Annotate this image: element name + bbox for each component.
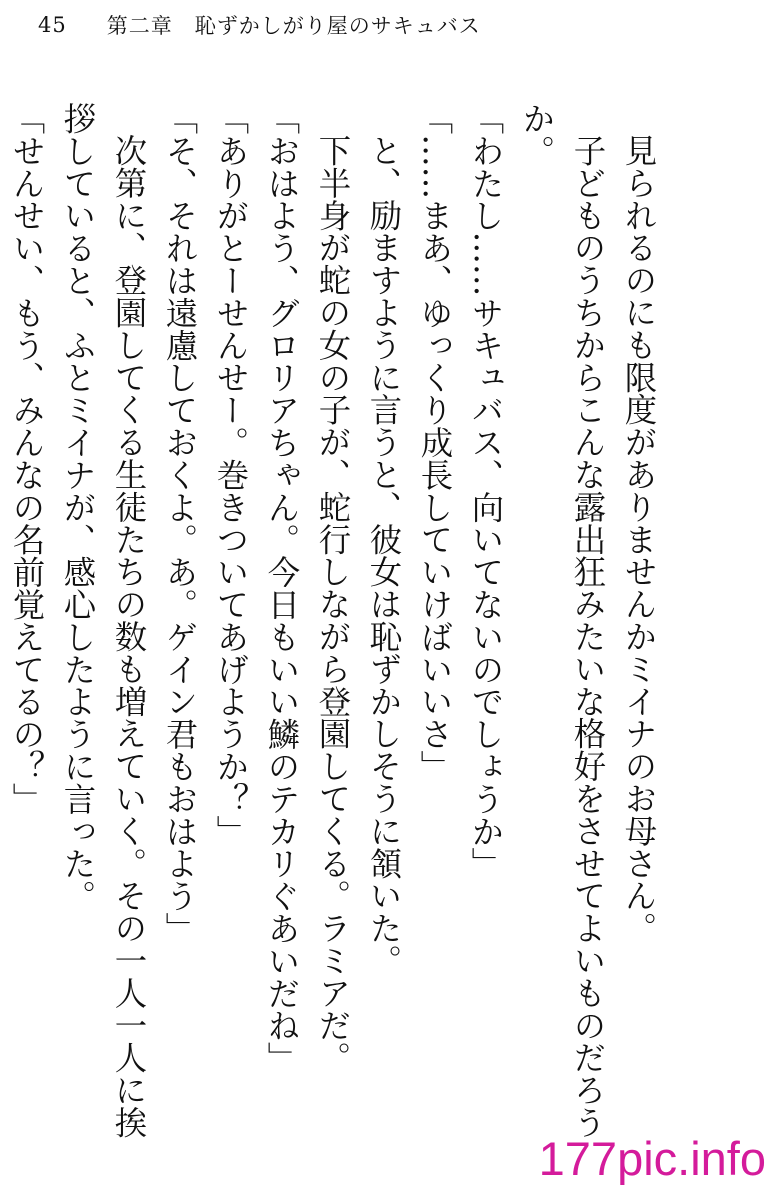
- dialogue-line: 「ありがとーせんせー。巻きついてあげようか？」: [212, 102, 250, 848]
- chapter-label: 第二章: [106, 14, 173, 38]
- paragraph: と、励ますように言うと、彼女は恥ずかしそうに頷いた。: [365, 134, 403, 977]
- paragraph: 下半身が蛇の女の子が、蛇行しながら登園してくる。ラミアだ。: [314, 134, 352, 1074]
- chapter-title: 恥ずかしがり屋のサキュバス: [194, 14, 481, 38]
- page-number: 45: [38, 13, 67, 37]
- dialogue-line: 「せんせい、もう、みんなの名前覚えてるの？」: [8, 102, 46, 815]
- running-header: [38, 8, 481, 42]
- paragraph: 次第に、登園してくる生徒たちの数も増えていく。その一人一人に挨拶していると、ふとミイナが、感心したように言った。: [59, 102, 148, 1139]
- dialogue-line: 「……まあ、ゆっくり成長していけばいいさ」: [416, 102, 454, 783]
- watermark: 177pic.info: [538, 1132, 766, 1185]
- paragraph: 子どものうちからこんな露出狂みたいな格好をさせてよいものだろうか。: [518, 102, 607, 1139]
- dialogue-line: 「そ、それは遠慮しておくよ。あ。ゲイン君もおはよう」: [161, 102, 199, 945]
- dialogue-line: [0, 102, 1, 1164]
- dialogue-line: 「わたし……サキュバス、向いてないのでしょうか」: [467, 102, 505, 880]
- vertical-body-text: [0, 102, 664, 1164]
- dialogue-line: 「おはよう、グロリアちゃん。今日もいい鱗のテカリぐあいだね」: [263, 102, 301, 1074]
- paragraph: 見られるのにも限度がありませんかミイナのお母さん。: [620, 134, 658, 945]
